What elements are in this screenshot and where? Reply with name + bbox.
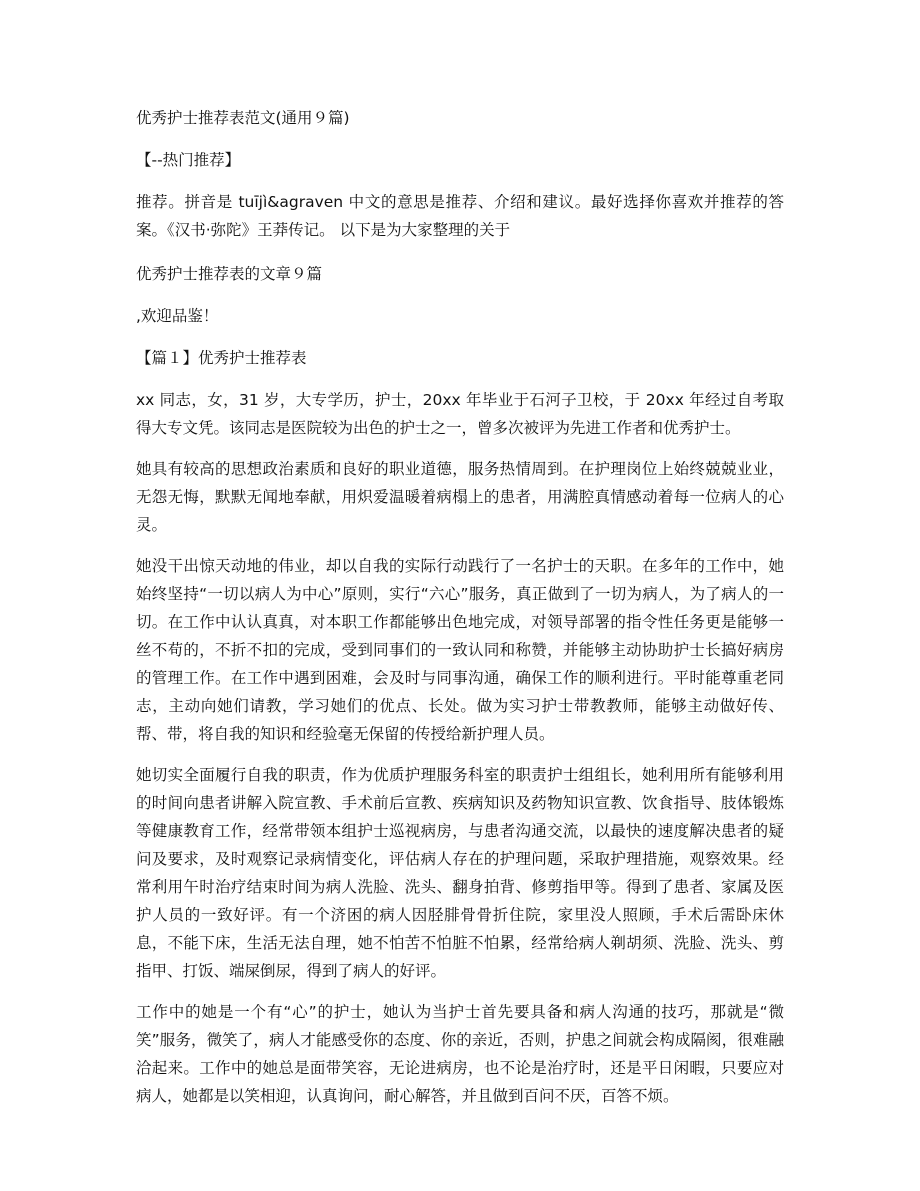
body-paragraph: 她切实全面履行自我的职责，作为优质护理服务科室的职责护士组组长，她利用所有能够利用的时间向患者讲解入院宣教、手术前后宣教、疾病知识及药物知识宣教、饮食指导、肢体锻炼等健康教育工作，经常带领本组护士巡视病房，与患者沟通交流，以最快的速度解决患者的疑问及要求，及时观察记录病情变化，评估病人存在的护理问题，采取护理措施，观察效果。经常利用午时治疗结束时间为病人洗脸、洗头、翻身拍背、修剪指甲等。得到了患者、家属及医护人员的一致好评。有一个济困的病人因胫腓骨骨折住院，家里没人照顾，手术后需卧床休息，不能下床，生活无法自理，她不怕苦不怕脏不怕累，经常给病人剃胡须、洗脸、洗头、剪指甲、打饭、端屎倒尿，得到了病人的好评。	[136, 766, 784, 980]
document-page	[136, 100, 784, 1110]
body-paragraph: 她具有较高的思想政治素质和良好的职业道德，服务热情周到。在护理岗位上始终兢兢业业，无怨无悔，默默无闻地奉献，用炽爱温暖着病榻上的患者，用满腔真情感动着每一位病人的心灵。	[136, 460, 784, 534]
welcome-text: ,欢迎品鉴！	[136, 307, 219, 325]
article-subtitle: 优秀护士推荐表的文章９篇	[136, 265, 323, 283]
hot-recommend-tag: 【--热门推荐】	[136, 151, 241, 169]
document-title: 优秀护士推荐表范文(通用９篇)	[136, 109, 350, 127]
section-heading: 【篇１】优秀护士推荐表	[136, 349, 307, 367]
body-paragraph: 她没干出惊天动地的伟业，却以自我的实际行动践行了一名护士的天职。在多年的工作中，她始终坚持“一切以病人为中心”原则，实行“六心”服务，真正做到了一切为病人，为了病人的一切。在工作中认认真真，对本职工作都能够出色地完成，对领导部署的指令性任务更是能够一丝不苟的，不折不扣的完成，受到同事们的一致认同和称赞，并能够主动协助护士长搞好病房的管理工作。在工作中遇到困难，会及时与同事沟通，确保工作的顺利进行。平时能尊重老同志，主动向她们请教，学习她们的优点、长处。做为实习护士带教教师，能够主动做好传、帮、带，将自我的知识和经验毫无保留的传授给新护理人员。	[136, 557, 784, 743]
body-paragraph: 工作中的她是一个有“心”的护士，她认为当护士首先要具备和病人沟通的技巧，那就是“微笑”服务，微笑了，病人才能感受你的态度、你的亲近，否则，护患之间就会构成隔阂，很难融洽起来。工作中的她总是面带笑容，无论进病房，也不论是治疗时，还是平日闲暇，只要应对病人，她都是以笑相迎，认真询问，耐心解答，并且做到百问不厌，百答不烦。	[136, 1003, 784, 1105]
intro-paragraph: 推荐。拼音是 tuījì&agraven 中文的意思是推荐、介绍和建议。最好选择你喜欢并推荐的答案。《汉书·弥陀》王莽传记。 以下是为大家整理的关于	[136, 193, 784, 239]
body-paragraph: xx 同志，女，31 岁，大专学历，护士，20xx 年毕业于石河子卫校，于 20xx 年经过自考取得大专文凭。该同志是医院较为出色的护士之一，曾多次被评为先进工作者和优秀护士。	[136, 391, 784, 437]
